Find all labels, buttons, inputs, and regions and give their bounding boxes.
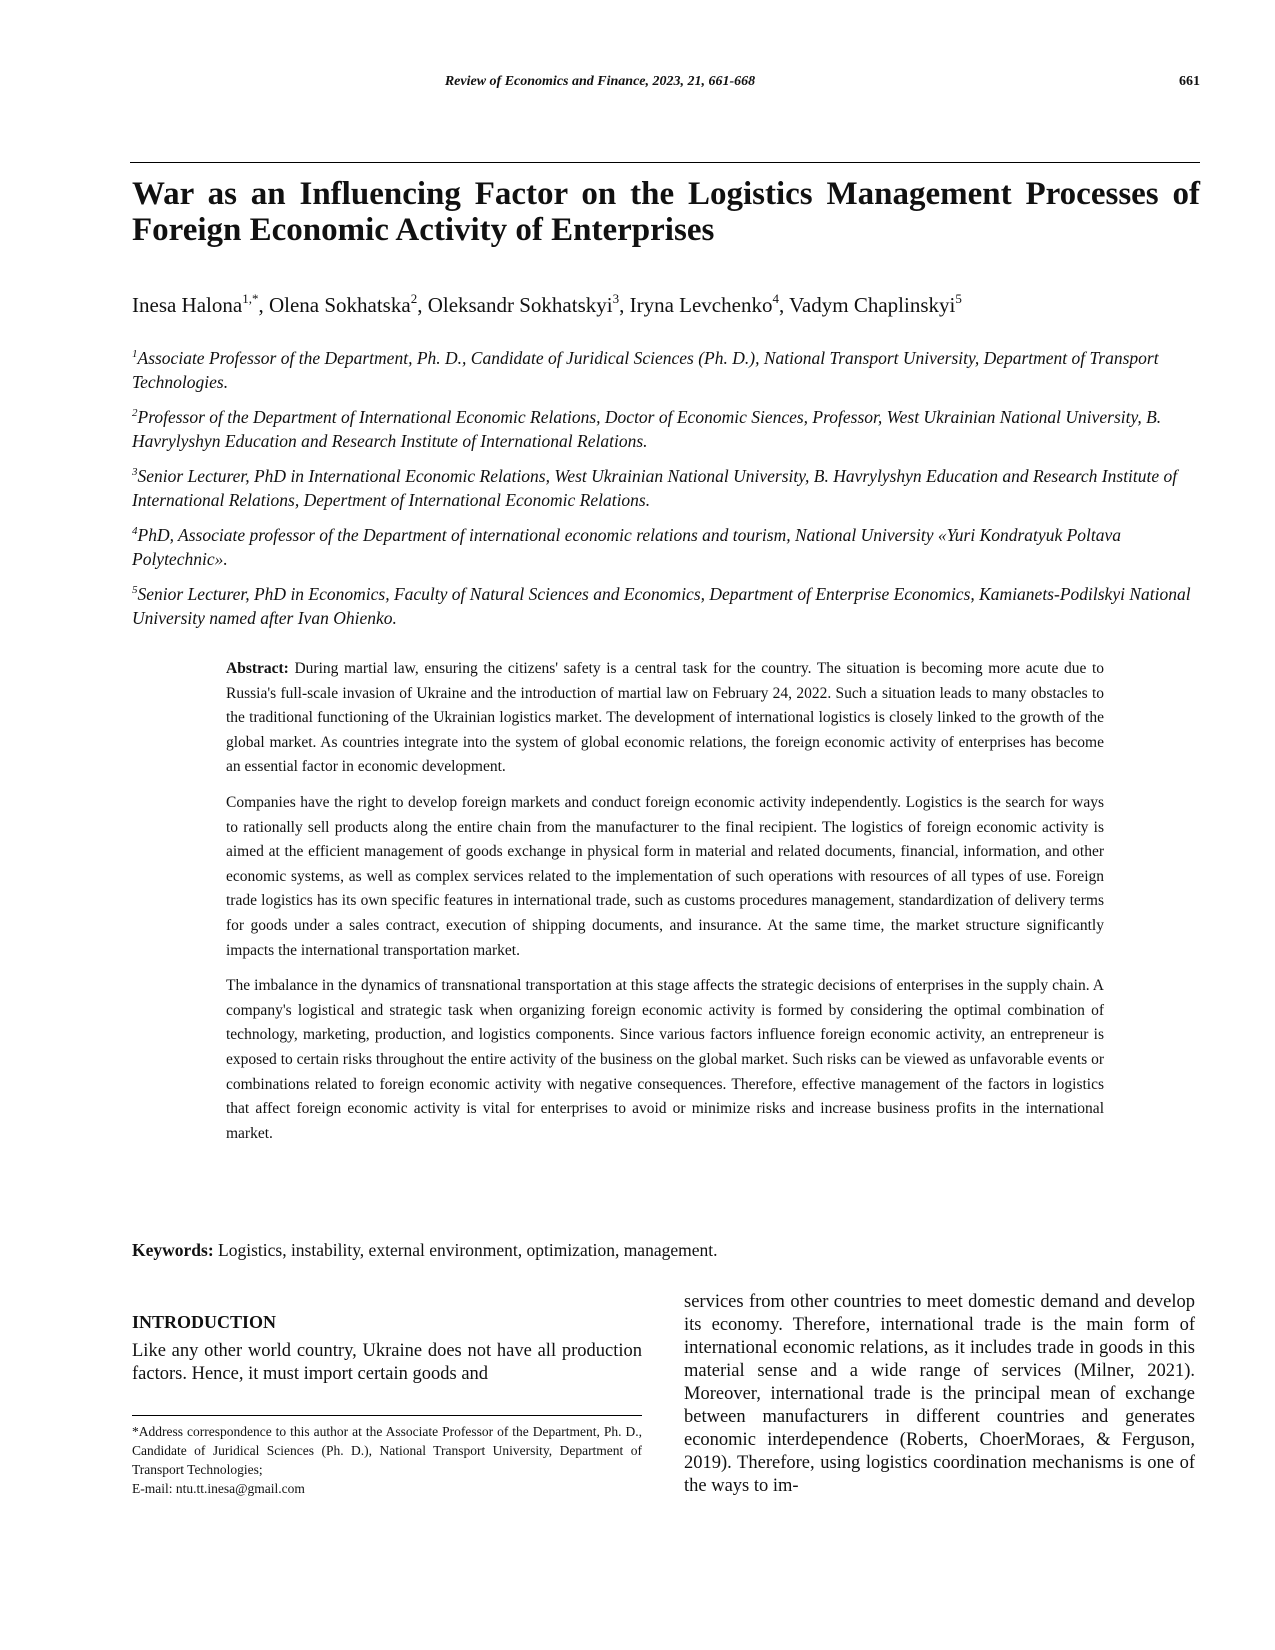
author-name: Olena Sokhatska [268, 293, 411, 317]
author-sup: 4 [772, 291, 779, 306]
affiliation-2: $^2$Professor of the Department of International Economic Relations, Doctor of Economic Siences, Professor, West Ukrainian National University, B. Havrylyshyn Education and Research Institute of International Relations. [132, 407, 1162, 451]
footnote-address: *Address correspondence to this author at the Associate Professor of the Department, Ph. D., Candidate of Juridical Sciences (Ph. D.), National Transport University, Department of Transport Technologies; [132, 1424, 642, 1477]
author-name: Iryna Levchenko [629, 293, 773, 317]
keywords [132, 1238, 1200, 1262]
journal-citation: Review of Economics and Finance, 2023, 21, 661-668 [444, 74, 756, 89]
page-number: 661 [1179, 74, 1200, 89]
author-sup: 2 [410, 291, 418, 306]
author-sup: 5 [955, 291, 962, 306]
correspondence-footnote [132, 1422, 642, 1498]
author-name: Vadym Chaplinskyi [789, 293, 956, 317]
keywords-label: Keywords: [132, 1240, 214, 1260]
affiliation-3: $^3$Senior Lecturer, PhD in International Economic Relations, West Ukrainian National University, B. Havrylyshyn Education and Research Institute of International Relations, Depertment of International Economic Relations. [132, 466, 1178, 510]
abstract [226, 657, 1104, 1157]
author-name: Oleksandr Sokhatskyi [427, 293, 613, 317]
abstract-paragraph: Companies have the right to develop foreign markets and conduct foreign economic activity independently. Logistics is the search for ways to rationally sell products along the entire chain from the manufacturer to the final recipient. The logistics of foreign economic activity is aimed at the efficient management of goods exchange in physical form in material and related documents, financial, information, and other economic systems, as well as complex services related to the implementation of such operations with resources of all types of use. Foreign trade logistics has its own specific features in international trade, such as customs procedures management, standardization of delivery terms for goods under a sales contract, execution of shipping documents, and insurance. At the same time, the market structure significantly impacts the international transportation market. [226, 793, 1104, 959]
introduction-left-column: Like any other world country, Ukraine does not have all production factors. Hence, it must import certain goods and [132, 1341, 642, 1384]
section-heading-introduction: INTRODUCTION [132, 1312, 277, 1332]
abstract-paragraph: The imbalance in the dynamics of transnational transportation at this stage affects the strategic decisions of enterprises in the supply chain. A company's logistical and strategic task when organizing foreign economic activity is formed by considering the optimal combination of technology, marketing, production, and logistics components. Since various factors influence foreign economic activity, an entrepreneur is exposed to certain risks throughout the entire activity of the business on the global market. Such risks can be viewed as unfavorable events or combinations related to foreign economic activity with negative consequences. Therefore, effective management of the factors in logistics that affect foreign economic activity is vital for enterprises to avoid or minimize risks and increase business profits in the international market. [226, 977, 1104, 1142]
author-list: Inesa Halona$^{1,*}$, Olena Sokhatska$^2$, Oleksandr Sokhatskyi$^3$, Iryna Levchenko$^4$, Vadym Chaplinskyi$^5$ [132, 291, 962, 317]
affiliation-5: $^5$Senior Lecturer, PhD in Economics, Faculty of Natural Sciences and Economics, Department of Enterprise Economics, Kamianets-Podilskyi National University named after Ivan Ohienko. [132, 584, 1191, 628]
header-rule [130, 162, 1200, 163]
abstract-label: Abstract: [226, 660, 289, 677]
affiliation-1: $^1$Associate Professor of the Department, Ph. D., Candidate of Juridical Sciences (Ph. D.), National Transport University, Department of Transport Technologies. [132, 348, 1159, 392]
introduction-right-column: services from other countries to meet domestic demand and develop its economy. Therefore, international trade is the main form of international economic relations, as it includes trade in goods in this material sense and a wide range of services (Milner, 2021). Moreover, international trade is the principal mean of exchange between manufacturers in different countries and generates economic interdependence (Roberts, ChoerMoraes, & Ferguson, 2019). Therefore, using logistics coordination mechanisms is one of the ways to im- [684, 1292, 1195, 1496]
abstract-paragraph: Abstract: During martial law, ensuring the citizens' safety is a central task for the country. The situation is becoming more acute due to Russia's full-scale invasion of Ukraine and the introduction of martial law on February 24, 2022. Such a situation leads to many obstacles to the traditional functioning of the Ukrainian logistics market. The development of international logistics is closely linked to the growth of the global market. As countries integrate into the system of global economic relations, the foreign economic activity of enterprises has become an essential factor in economic development. [226, 660, 1105, 776]
author-name: Inesa Halona [132, 293, 243, 317]
footnote-rule [132, 1415, 642, 1416]
affiliation-4: $^4$PhD, Associate professor of the Department of international economic relations and tourism, National University «Yuri Kondratyuk Poltava Polytechnic». [132, 525, 1122, 569]
keywords-text: Logistics, instability, external environment, optimization, management. [218, 1240, 718, 1260]
running-header [130, 70, 1200, 96]
paper-title: War as an Influencing Factor on the Logistics Management Processes of Foreign Economic Activity of Enterprises [132, 176, 1200, 248]
footnote-email: E-mail: ntu.tt.inesa@gmail.com [132, 1481, 305, 1496]
author-sup: 1,* [242, 291, 259, 306]
author-sup: 3 [612, 291, 620, 306]
